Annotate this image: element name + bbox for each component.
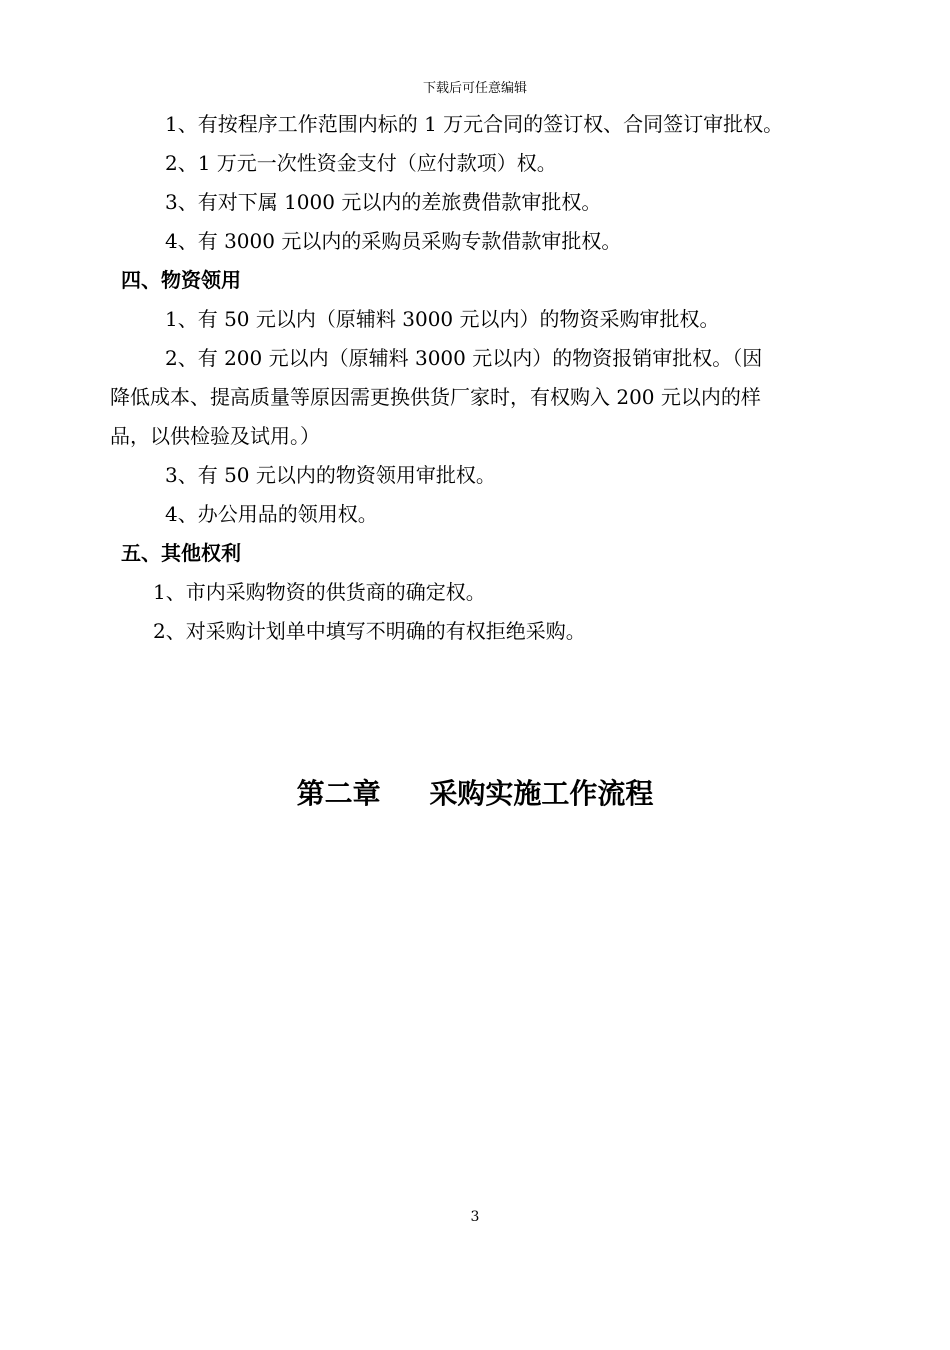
paragraph-line: 2、有 200 元以内（原辅料 3000 元以内）的物资报销审批权。（因 (165, 346, 763, 370)
paragraph-line: 降低成本、提高质量等原因需更换供货厂家时，有权购入 200 元以内的样 (110, 385, 761, 409)
paragraph-line: 1、有按程序工作范围内标的 1 万元合同的签订权、合同签订审批权。 (165, 112, 784, 136)
paragraph-line: 4、有 3000 元以内的采购员采购专款借款审批权。 (165, 229, 622, 253)
paragraph-line: 2、对采购计划单中填写不明确的有权拒绝采购。 (153, 619, 586, 643)
section-heading: 四、物资领用 (121, 268, 241, 292)
paragraph-line: 3、有对下属 1000 元以内的差旅费借款审批权。 (165, 190, 602, 214)
paragraph-line: 1、市内采购物资的供货商的确定权。 (153, 580, 486, 604)
paragraph-line: 2、1 万元一次性资金支付（应付款项）权。 (165, 151, 557, 175)
paragraph-line: 1、有 50 元以内（原辅料 3000 元以内）的物资采购审批权。 (165, 307, 720, 331)
section-heading: 五、其他权利 (121, 541, 241, 565)
page-header: 下载后可任意编辑 (422, 81, 527, 96)
paragraph-line: 3、有 50 元以内的物资领用审批权。 (165, 463, 496, 487)
page-number: 3 (470, 1209, 480, 1225)
paragraph-line: 4、办公用品的领用权。 (165, 502, 378, 526)
paragraph-line: 品，以供检验及试用。） (110, 424, 320, 448)
chapter-title: 第二章 采购实施工作流程 (296, 777, 654, 810)
